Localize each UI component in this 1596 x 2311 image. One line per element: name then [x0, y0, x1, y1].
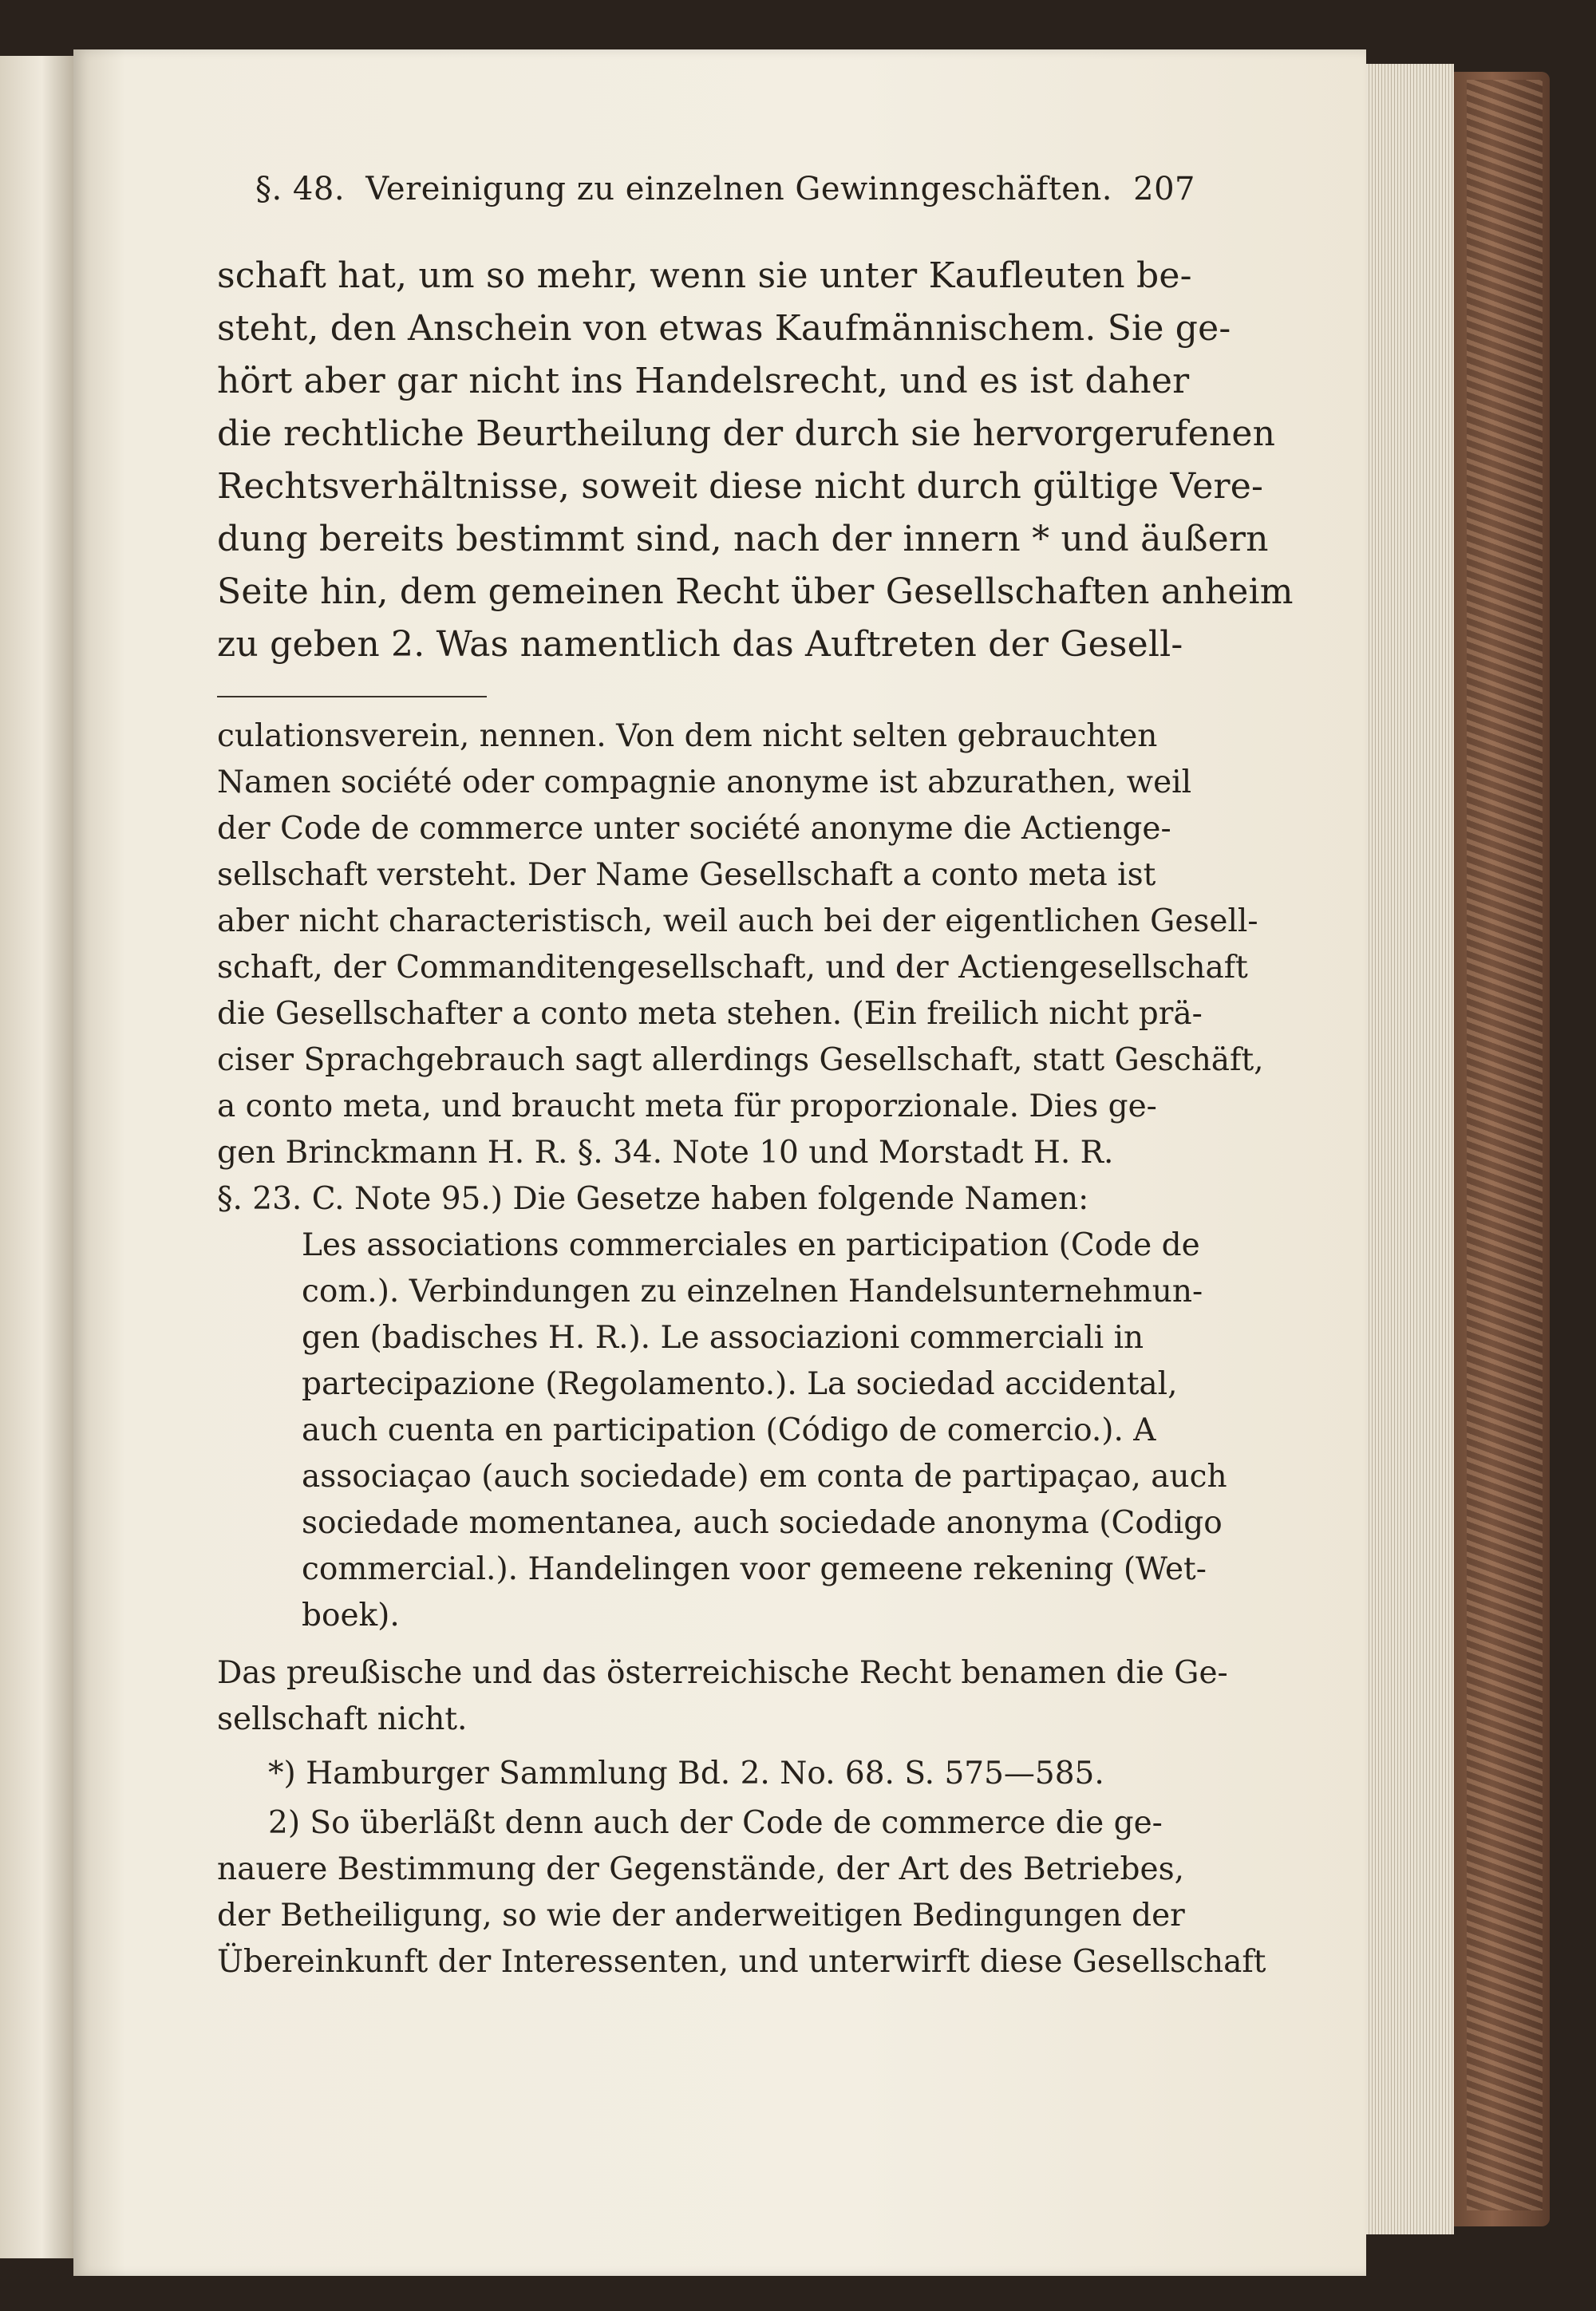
left-page-edge — [0, 56, 76, 2258]
footnote-line: der Code de commerce unter société anonyme die Actienge- — [217, 811, 1171, 847]
footnote-line: Namen société oder compagnie anonyme ist abzurathen, weil — [217, 764, 1192, 800]
body-line: dung bereits bestimmt sind, nach der innern * und äußern — [217, 519, 1269, 559]
footnote-line: Das preußische und das österreichische Recht benamen die Ge- — [217, 1655, 1228, 1691]
footnote-line: §. 23. C. Note 95.) Die Gesetze haben folgende Namen: — [217, 1181, 1089, 1217]
body-line: schaft hat, um so mehr, wenn sie unter Kaufleuten be- — [217, 255, 1192, 296]
body-line: zu geben 2. Was namentlich das Auftreten der Gesell- — [217, 624, 1183, 665]
section-number: §. 48. — [255, 171, 346, 207]
footnote-indented-line: commercial.). Handelingen voor gemeene rekening (Wet- — [302, 1551, 1207, 1587]
page-edges — [1366, 64, 1454, 2234]
footnote-indented-line: associaçao (auch sociedade) em conta de partipaçao, auch — [302, 1459, 1227, 1495]
footnote-indented-line: boek). — [302, 1598, 400, 1634]
body-line: steht, den Anschein von etwas Kaufmännischem. Sie ge- — [217, 308, 1231, 349]
footnote-line: sellschaft nicht. — [217, 1701, 468, 1737]
footnote-two-line: nauere Bestimmung der Gegenstände, der Art des Betriebes, — [217, 1851, 1185, 1887]
running-head — [255, 171, 1195, 207]
running-title: Vereinigung zu einzelnen Gewinngeschäften. — [365, 171, 1112, 207]
footnote-line: a conto meta, und braucht meta für proporzionale. Dies ge- — [217, 1088, 1157, 1124]
cover-marbling — [1467, 80, 1543, 2210]
body-line: Seite hin, dem gemeinen Recht über Gesellschaften anheim — [217, 571, 1294, 612]
body-line: die rechtliche Beurtheilung der durch sie hervorgerufenen — [217, 413, 1276, 454]
footnote-two-line: Übereinkunft der Interessenten, und unterwirft diese Gesellschaft — [217, 1944, 1266, 1980]
footnote-line: gen Brinckmann H. R. §. 34. Note 10 und Morstadt H. R. — [217, 1135, 1114, 1171]
footnote-two-line: der Betheiligung, so wie der anderweitigen Bedingungen der — [217, 1898, 1185, 1934]
page-number: 207 — [1133, 171, 1195, 207]
footnote-star: *) Hamburger Sammlung Bd. 2. No. 68. S. 575—585. — [268, 1756, 1104, 1792]
footnote-line: die Gesellschafter a conto meta stehen. (Ein freilich nicht prä- — [217, 996, 1203, 1032]
footnote-line: aber nicht characteristisch, weil auch bei der eigentlichen Gesell- — [217, 903, 1258, 939]
footnote-indented-line: gen (badisches H. R.). Le associazioni commerciali in — [302, 1320, 1144, 1356]
footnote-line: schaft, der Commanditengesellschaft, und der Actiengesellschaft — [217, 950, 1248, 986]
body-line: Rechtsverhältnisse, soweit diese nicht durch gültige Vere- — [217, 466, 1264, 507]
body-line: hört aber gar nicht ins Handelsrecht, und es ist daher — [217, 361, 1190, 401]
footnote-indented-line: sociedade momentanea, auch sociedade anonyma (Codigo — [302, 1505, 1223, 1541]
footnote-line: sellschaft versteht. Der Name Gesellschaft a conto meta ist — [217, 857, 1156, 893]
footnote-rule — [217, 696, 487, 697]
footnote-indented-line: partecipazione (Regolamento.). La sociedad accidental, — [302, 1366, 1178, 1402]
footnote-line: culationsverein, nennen. Von dem nicht selten gebrauchten — [217, 718, 1158, 754]
footnote-indented-line: com.). Verbindungen zu einzelnen Handelsunternehmun- — [302, 1274, 1203, 1310]
footnote-indented-line: Les associations commerciales en participation (Code de — [302, 1227, 1200, 1263]
footnote-two-line: 2) So überläßt denn auch der Code de commerce die ge- — [268, 1805, 1163, 1841]
footnote-indented-line: auch cuenta en participation (Código de comercio.). A — [302, 1412, 1156, 1448]
footnote-line: ciser Sprachgebrauch sagt allerdings Gesellschaft, statt Geschäft, — [217, 1042, 1264, 1078]
